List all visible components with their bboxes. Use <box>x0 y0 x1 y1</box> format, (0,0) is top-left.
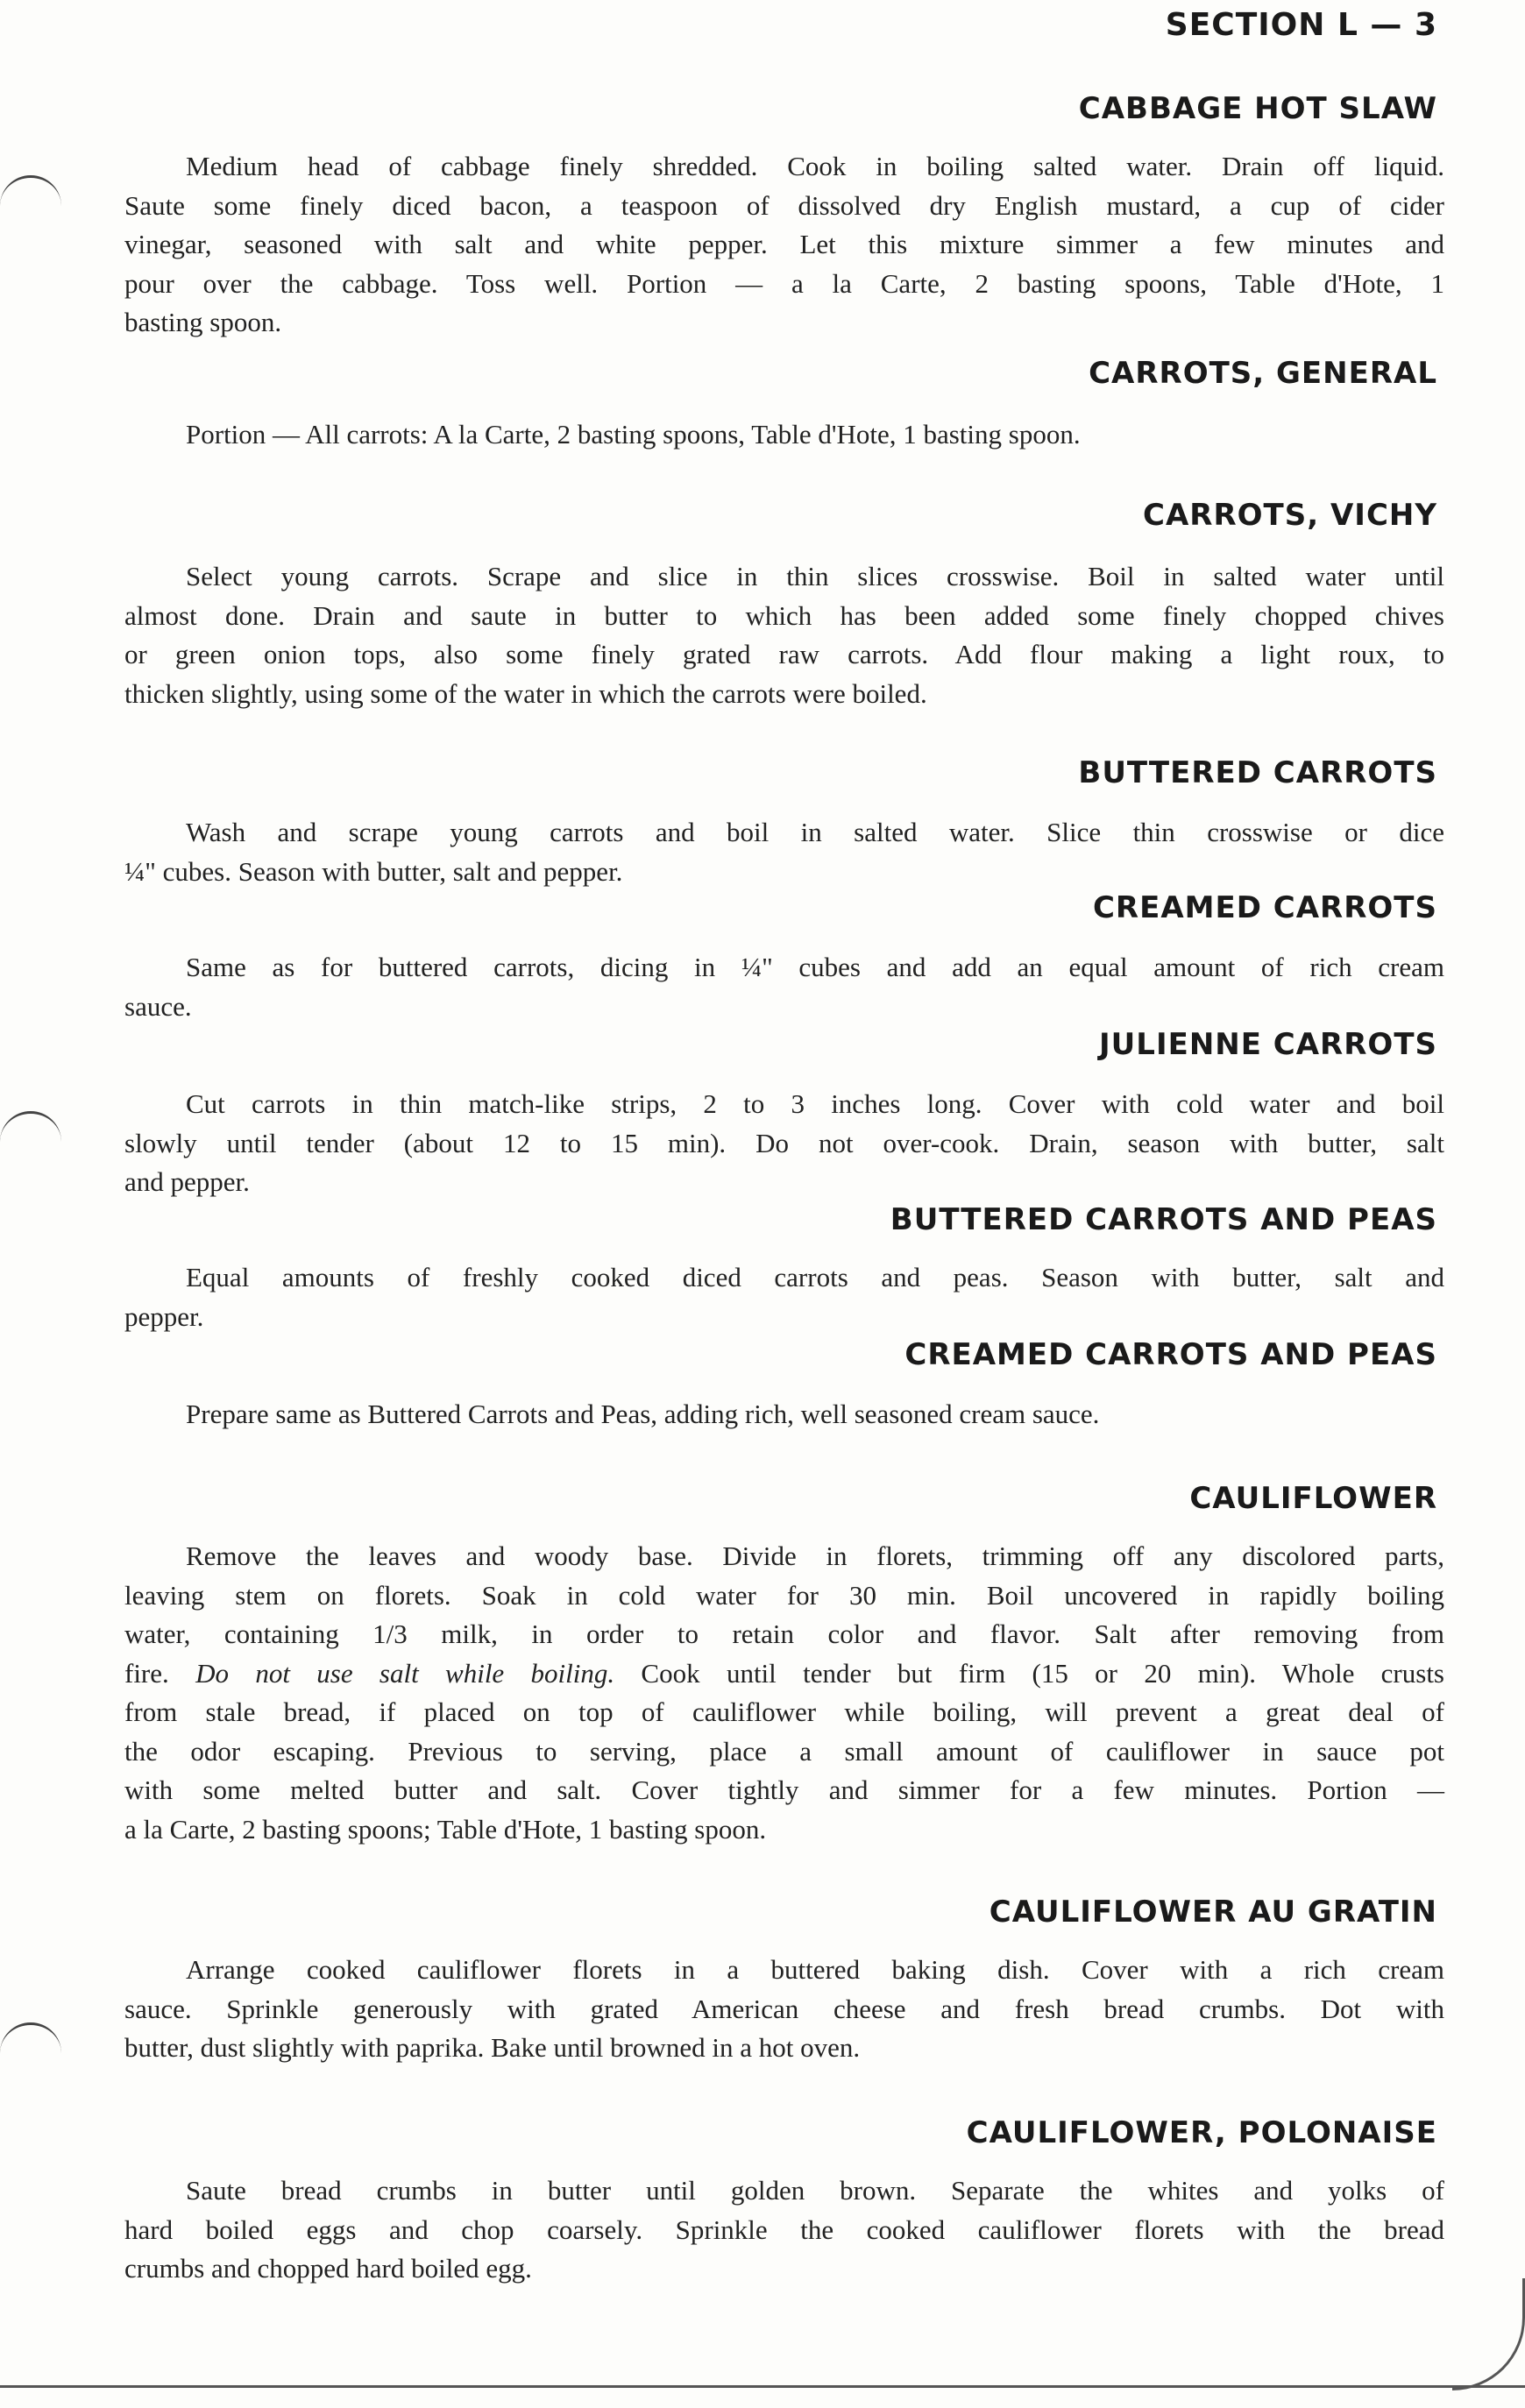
recipe-line: or green onion tops, also some finely grated raw carrots. Add flour making a light roux, to <box>124 639 1444 669</box>
recipe-line: ¼" cubes. Season with butter, salt and pepper. <box>124 855 623 887</box>
recipe-title: JULIENNE CARROTS <box>1099 1027 1437 1062</box>
recipe-line: water, containing 1/3 milk, in order to retain color and flavor. Salt after removing from <box>124 1618 1444 1649</box>
recipe-body <box>124 2171 1444 2289</box>
recipe-line: with some melted butter and salt. Cover tightly and simmer for a few minutes. Portion — <box>124 1774 1444 1805</box>
recipe-body <box>124 1395 1416 1434</box>
recipe-body <box>124 1085 1444 1202</box>
recipe-title: CREAMED CARROTS <box>1092 890 1437 925</box>
recipe-line: Select young carrots. Scrape and slice in thin slices crosswise. Boil in salted water until <box>186 561 1444 591</box>
recipe-line: Same as for buttered carrots, dicing in ¼" cubes and add an equal amount of rich cream <box>186 952 1444 982</box>
punch-hole-mark <box>0 1111 61 1166</box>
recipe-line: pepper. <box>124 1300 204 1332</box>
recipe-title: BUTTERED CARROTS <box>1078 755 1437 790</box>
recipe-body <box>124 1258 1444 1336</box>
recipe-line: leaving stem on florets. Soak in cold water for 30 min. Boil uncovered in rapidly boiling <box>124 1579 1444 1611</box>
recipe-line: Equal amounts of freshly cooked diced carrots and peas. Season with butter, salt and <box>186 1262 1444 1293</box>
recipe-line: fire. Do not use salt while boiling. Cook until tender but firm (15 or 20 min). Whole crusts <box>124 1657 1444 1689</box>
recipe-body <box>124 557 1444 713</box>
recipe-line: sauce. <box>124 990 192 1022</box>
recipe-line: the odor escaping. Previous to serving, place a small amount of cauliflower in sauce pot <box>124 1735 1444 1767</box>
recipe-body <box>124 948 1444 1026</box>
recipe-line: from stale bread, if placed on top of cauliflower while boiling, will prevent a great deal of <box>124 1696 1444 1727</box>
recipe-line: almost done. Drain and saute in butter to which has been added some finely chopped chives <box>124 599 1444 631</box>
recipe-line: Medium head of cabbage finely shredded. Cook in boiling salted water. Drain off liquid. <box>186 151 1444 181</box>
recipe-line: Saute some finely diced bacon, a teaspoon of dissolved dry English mustard, a cup of cider <box>124 189 1444 221</box>
recipe-line: Remove the leaves and woody base. Divide in florets, trimming off any discolored parts, <box>186 1540 1444 1571</box>
recipe-line: Cut carrots in thin match-like strips, 2 to 3 inches long. Cover with cold water and boil <box>186 1088 1444 1119</box>
recipe-title: BUTTERED CARROTS AND PEAS <box>890 1202 1437 1237</box>
recipe-title: CARROTS, VICHY <box>1143 498 1437 533</box>
recipe-line: butter, dust slightly with paprika. Bake until browned in a hot oven. <box>124 2032 861 2063</box>
recipe-line: basting spoon. <box>124 307 282 337</box>
page-corner-edge <box>1452 2278 1525 2390</box>
recipe-line: a la Carte, 2 basting spoons; Table d'Hote, 1 basting spoon. <box>124 1813 767 1845</box>
section-header: SECTION L — 3 <box>1165 7 1437 43</box>
recipe-line: vinegar, seasoned with salt and white pepper. Let this mixture simmer a few minutes and <box>124 229 1444 259</box>
recipe-line: crumbs and chopped hard boiled egg. <box>124 2253 532 2284</box>
recipe-line: thicken slightly, using some of the water in which the carrots were boiled. <box>124 677 927 709</box>
punch-hole-mark <box>0 175 61 230</box>
recipe-body <box>124 1537 1444 1849</box>
recipe-body <box>124 813 1444 891</box>
recipe-body <box>124 147 1444 343</box>
recipe-body <box>124 1951 1444 2068</box>
recipe-line: slowly until tender (about 12 to 15 min). Do not over-cook. Drain, season with butter, salt <box>124 1127 1444 1158</box>
recipe-line: Arrange cooked cauliflower florets in a buttered baking dish. Cover with a rich cream <box>186 1954 1444 1985</box>
recipe-line: Portion — All carrots: A la Carte, 2 basting spoons, Table d'Hote, 1 basting spoon. <box>186 419 1081 450</box>
recipe-title: CAULIFLOWER AU GRATIN <box>989 1895 1437 1930</box>
recipe-body <box>124 415 1388 455</box>
recipe-title: CAULIFLOWER, POLONAISE <box>966 2115 1437 2150</box>
recipe-line: hard boiled eggs and chop coarsely. Sprinkle the cooked cauliflower florets with the bread <box>124 2213 1444 2245</box>
punch-hole-mark <box>0 2022 61 2078</box>
recipe-line: Wash and scrape young carrots and boil in salted water. Slice thin crosswise or dice <box>186 817 1444 847</box>
page-bottom-edge <box>0 2385 1525 2388</box>
recipe-title: CABBAGE HOT SLAW <box>1078 91 1437 126</box>
recipe-line: Prepare same as Buttered Carrots and Peas, adding rich, well seasoned cream sauce. <box>186 1399 1100 1429</box>
recipe-title: CREAMED CARROTS AND PEAS <box>904 1337 1437 1372</box>
recipe-line: pour over the cabbage. Toss well. Portion — a la Carte, 2 basting spoons, Table d'Hote, 1 <box>124 267 1444 299</box>
emphasis-text: Do not use salt while boiling. <box>195 1657 615 1689</box>
recipe-line: and pepper. <box>124 1166 250 1197</box>
recipe-line: Saute bread crumbs in butter until golden brown. Separate the whites and yolks of <box>186 2175 1444 2206</box>
recipe-line: sauce. Sprinkle generously with grated American cheese and fresh bread crumbs. Dot with <box>124 1993 1444 2024</box>
recipe-title: CAULIFLOWER <box>1189 1481 1437 1516</box>
recipe-title: CARROTS, GENERAL <box>1089 356 1437 391</box>
